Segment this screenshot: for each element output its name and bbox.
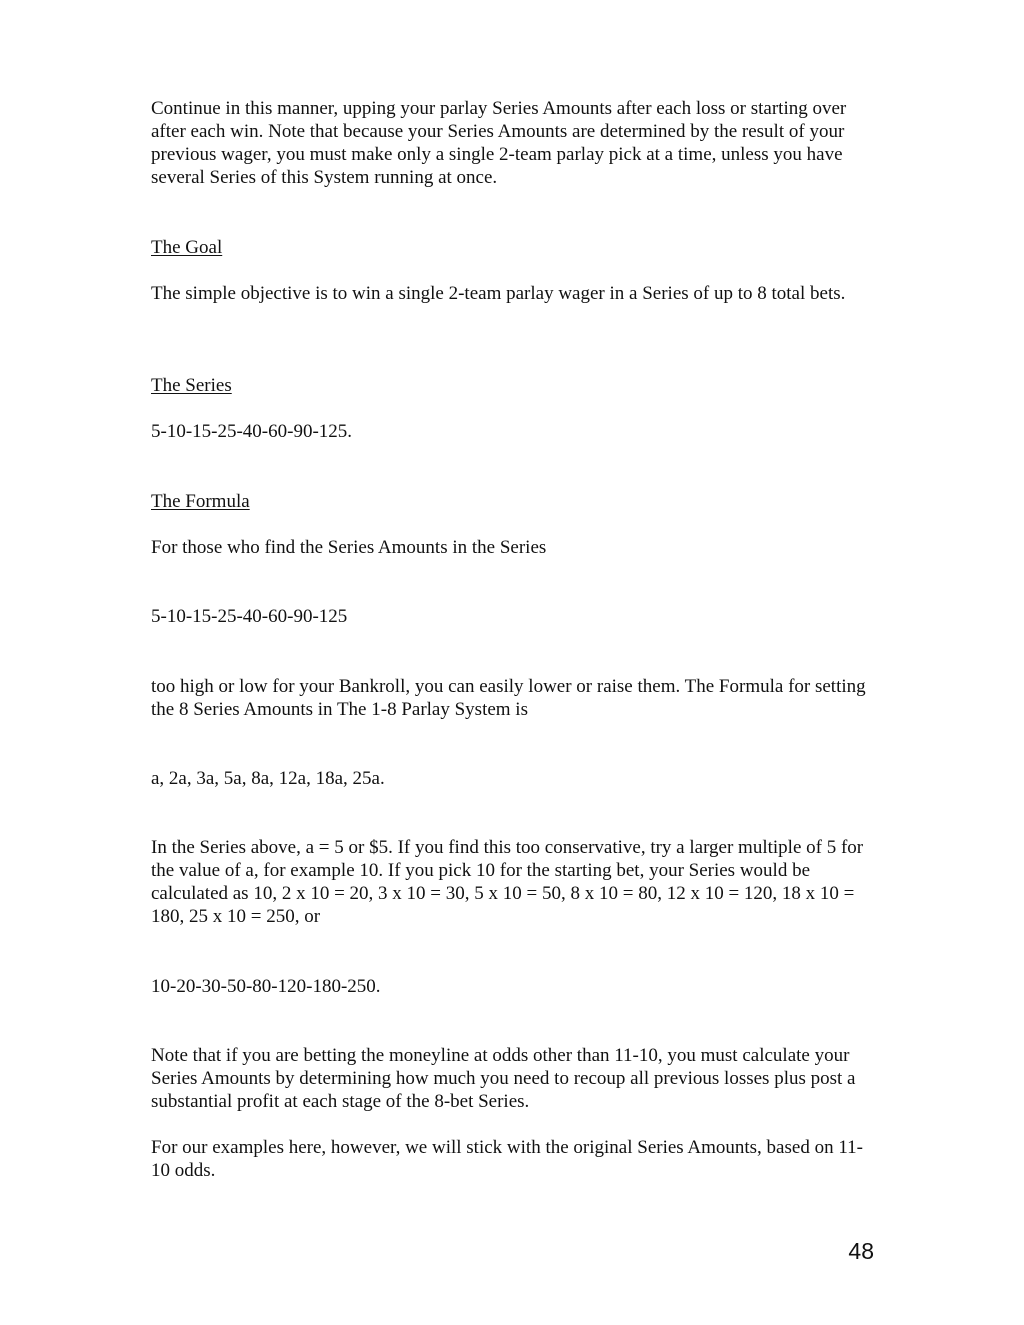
heading-the-series: The Series xyxy=(151,375,232,396)
paragraph-continue-manner: Continue in this manner, upping your parlay Series Amounts after each loss or starting over after each win. Note that because your Series Amounts are determined by the result of your previous wager, you must make only a single 2-team parlay pick at a time, unless you have several Series of this System running at once. xyxy=(151,98,847,188)
paragraph-example-text: In the Series above, a = 5 or $5. If you find this too conservative, try a larger multiple of 5 for the value of a, for example 10. If you pick 10 for the starting bet, your Series would be calculated as 10, 2 x 10 = 20, 3 x 10 = 30, 5 x 10 = 50, 8 x 10 = 80, 12 x 10 = 120, 18 x 10 = 180, 25 x 10 = 250, or xyxy=(151,837,864,927)
paragraph-moneyline-note: Note that if you are betting the moneyline at odds other than 11-10, you must calculate your Series Amounts by determining how much you need to recoup all previous losses plus post a substantial profit at each stage of the 8-bet Series. xyxy=(151,1045,856,1112)
page-number: 48 xyxy=(848,1238,874,1264)
paragraph-formula-text: too high or low for your Bankroll, you can easily lower or raise them. The Formula for setting the 8 Series Amounts in The 1-8 Parlay System is xyxy=(151,676,866,720)
series-values: 5-10-15-25-40-60-90-125. xyxy=(151,421,353,442)
formula-expression: a, 2a, 3a, 5a, 8a, 12a, 18a, 25a. xyxy=(151,768,385,789)
example-series: 10-20-30-50-80-120-180-250. xyxy=(151,976,381,997)
paragraph-formula-intro: For those who find the Series Amounts in the Series xyxy=(151,537,547,558)
paragraph-closing-note: For our examples here, however, we will stick with the original Series Amounts, based on 11-10 odds. xyxy=(151,1137,863,1181)
heading-the-formula: The Formula xyxy=(151,491,250,512)
formula-series: 5-10-15-25-40-60-90-125 xyxy=(151,606,348,627)
paragraph-goal-text: The simple objective is to win a single 2-team parlay wager in a Series of up to 8 total bets. xyxy=(151,283,846,304)
heading-the-goal: The Goal xyxy=(151,237,223,258)
